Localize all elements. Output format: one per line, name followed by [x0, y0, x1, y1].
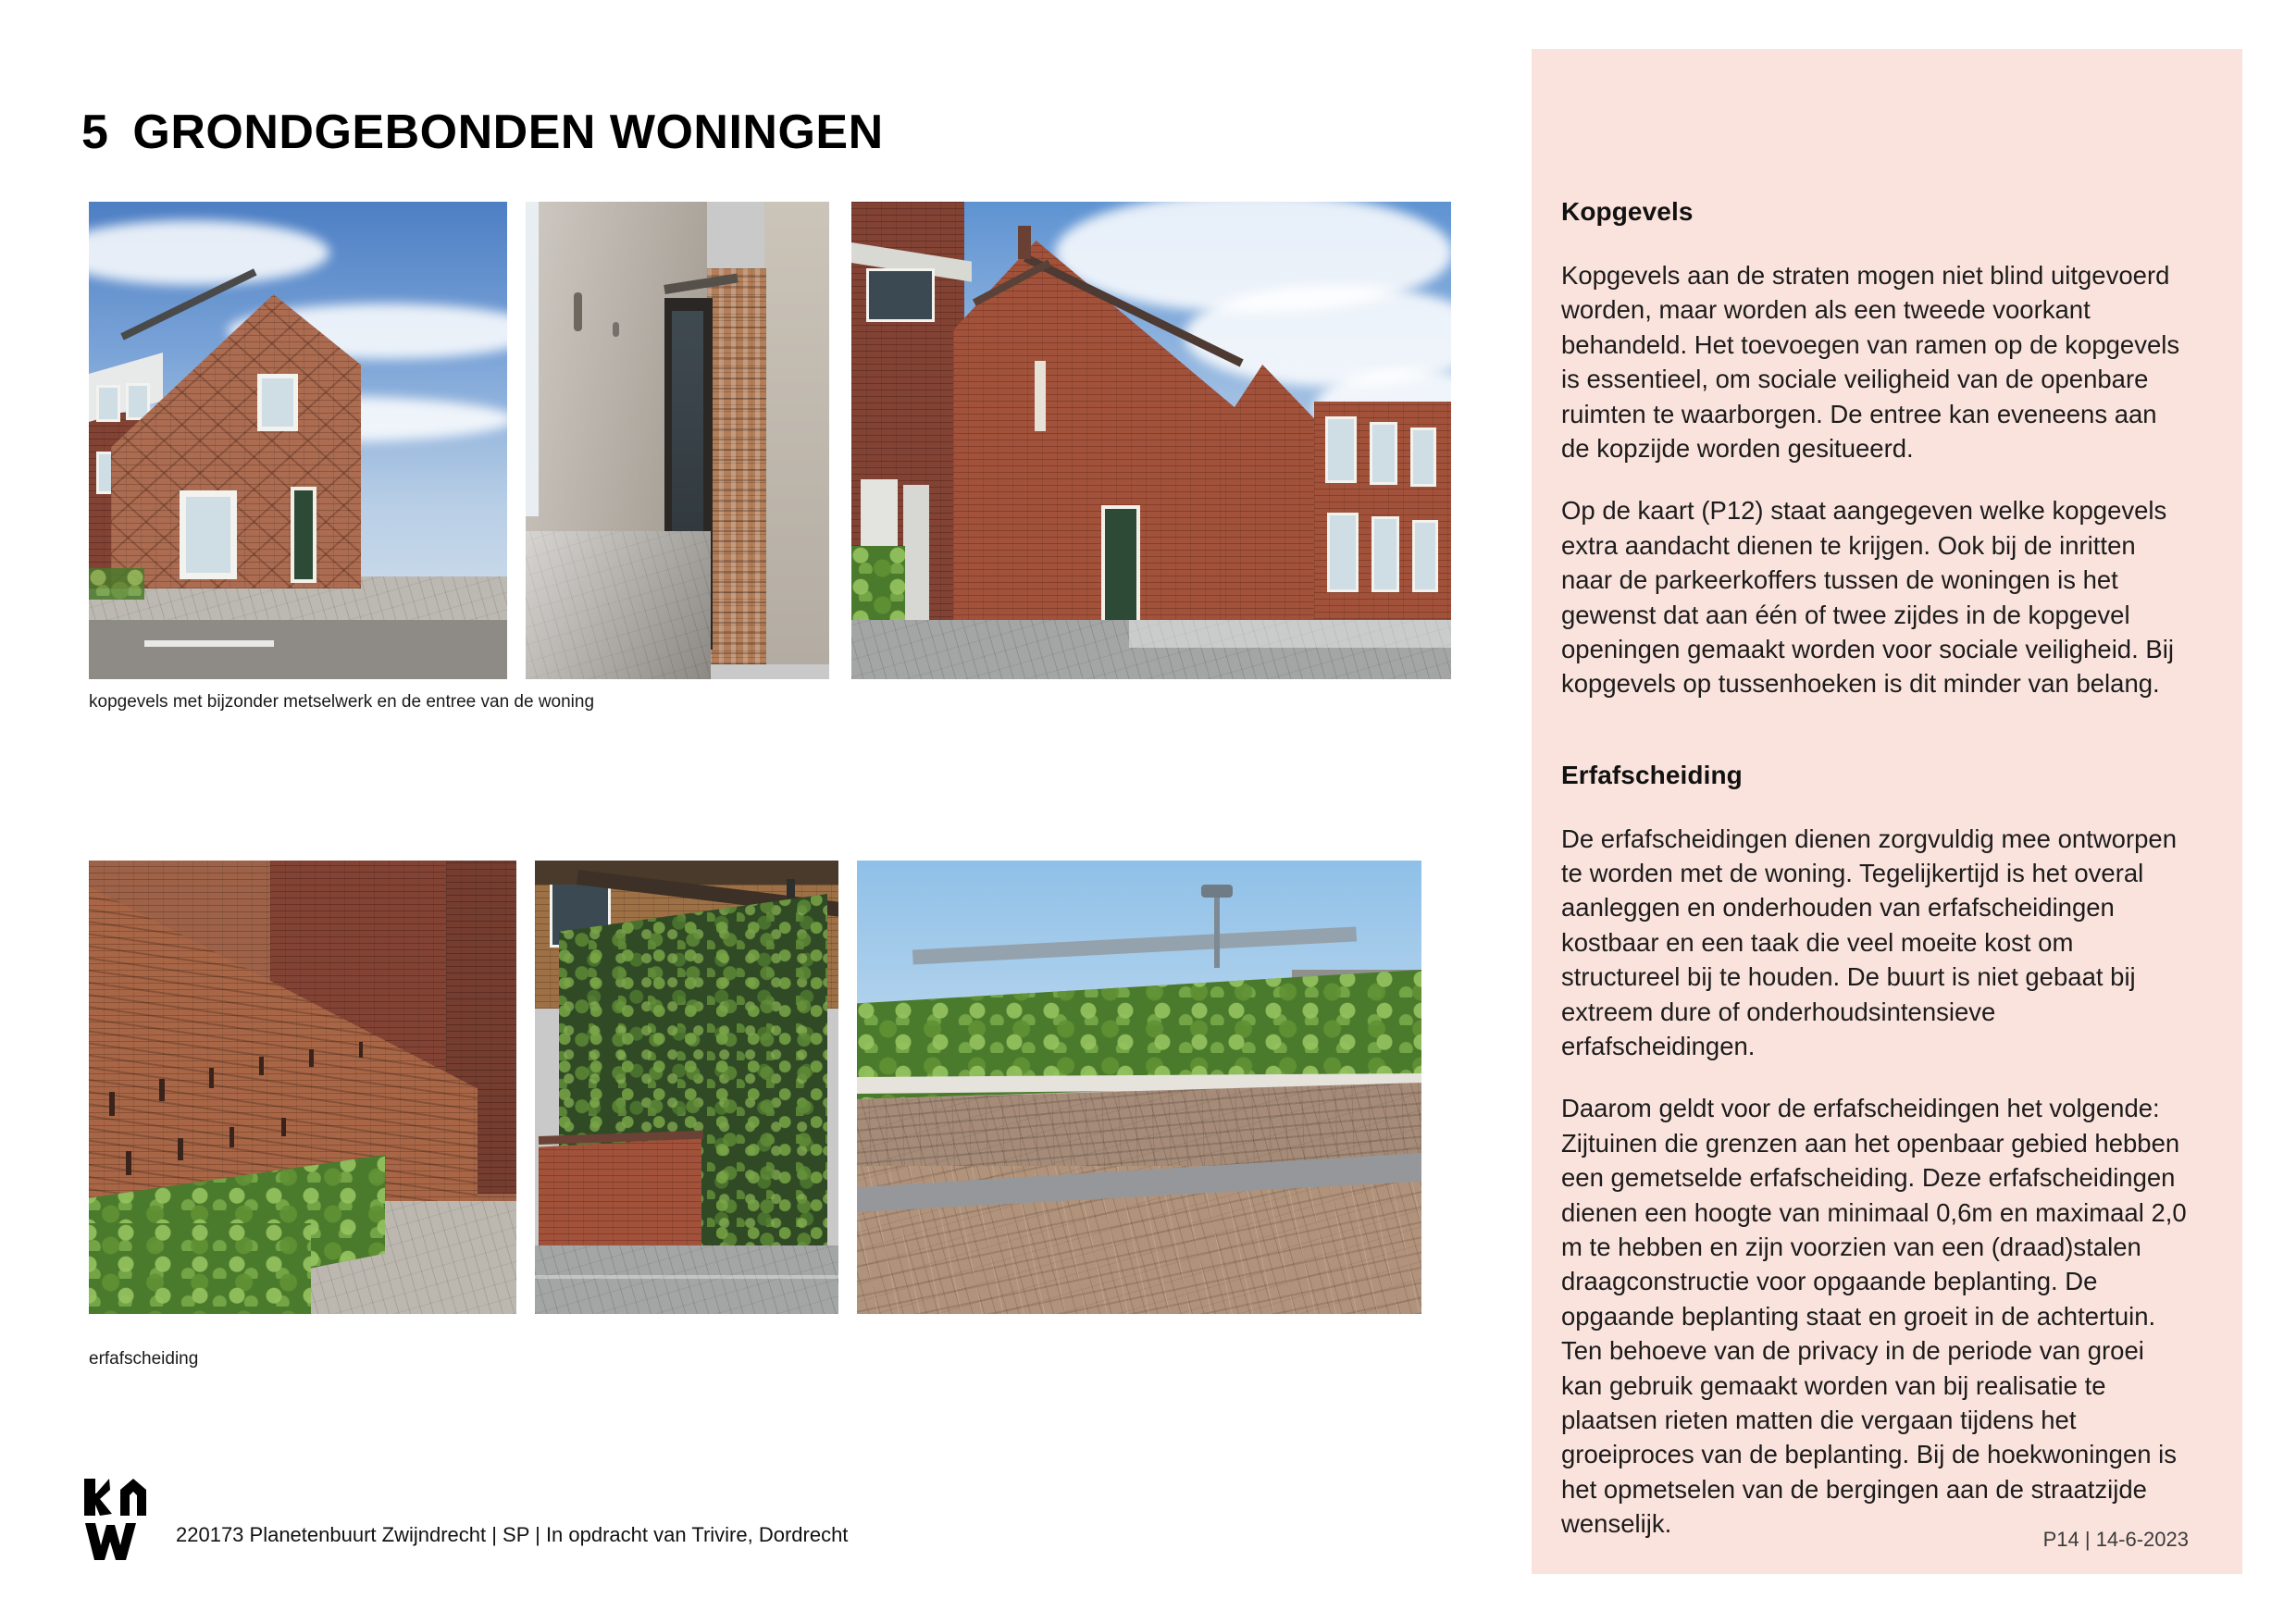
brick-tie — [230, 1127, 234, 1147]
planting-strip — [89, 1223, 311, 1314]
window — [1325, 416, 1357, 483]
wall-mark — [574, 292, 582, 331]
chimney — [1018, 226, 1031, 259]
entrance-door — [291, 487, 316, 583]
brick-tie — [126, 1151, 131, 1175]
brick-tie — [309, 1049, 314, 1067]
page-title-text: GRONDGEBONDEN WONINGEN — [132, 105, 884, 159]
sidebar-heading-erfafscheiding: Erfafscheiding — [1561, 760, 1743, 789]
brick-toothing-pattern — [707, 268, 766, 664]
photo-begroeide-erfafscheiding — [535, 861, 838, 1314]
stucco-wall-right — [764, 202, 829, 664]
sidebar-paragraph: Op de kaart (P12) staat aangegeven welke kopgevels extra aandacht dienen te krijgen. Ook bij de inritten naar de parkeerkoffers tussen de woningen is het gewenst dat aan één of twee zijdes in de kopgevel openingen gemaakt worden voor sociale veiligheid. Bij kopgevels op tussenhoeken is dit minder van belang. — [1561, 496, 2174, 699]
window-ground — [180, 490, 237, 579]
brick-tie — [359, 1042, 363, 1058]
lamp-head — [1201, 885, 1233, 898]
brick-tie — [178, 1138, 183, 1160]
sidebar-paragraph: Daarom geldt voor de erfafscheidingen het volgende: Zijtuinen die grenzen aan het openbaar gebied hebben een gemetselde erfafscheiding. Deze erfafscheidingen dienen een hoogte van minimaal 0,6m en maximaal 2,0 m te hebben en zijn voorzien van een (draad)stalen draagconstructie voor opgaande beplanting. De opgaande beplanting staat en groeit in de achtertuin. Ten behoeve van de privacy in de periode van groei kan gebruik gemaakt worden van bij realisatie te plaatsen rieten matten die vergaan tijdens het groeiproces van de beplanting. Bij de hoekwoningen is het opmetselen van de bergingen aan de straatzijde wenselijk. — [1561, 1094, 2187, 1539]
photo-scene — [89, 202, 507, 679]
grass-strip — [89, 568, 144, 600]
brick-tie — [259, 1057, 264, 1075]
window — [1412, 520, 1438, 592]
pavement-highlight — [1129, 620, 1451, 648]
road-asphalt — [89, 620, 507, 679]
photo-scene — [89, 861, 516, 1314]
sidebar-section-erfafscheiding — [1561, 761, 2189, 1542]
gable-slot-window — [1035, 361, 1046, 431]
sidebar-content — [1561, 197, 2189, 1569]
brick-tie — [109, 1092, 115, 1116]
photo-lage-muur-straat — [857, 861, 1421, 1314]
page-number-label: P14 | 14-6-2023 — [2042, 1528, 2189, 1551]
kaw-logo — [81, 1477, 152, 1562]
sidebar-paragraph: Kopgevels aan de straten mogen niet blind uitgevoerd worden, maar worden als een tweede voorkant behandeld. Het toevoegen van ramen op de kopgevels is essentieel, om sociale veiligheid van de openbare ruimten te waarborgen. De entree kan eveneens aan de kopzijde worden gesitueerd. — [1561, 261, 2180, 463]
window — [1327, 513, 1359, 592]
photo-scene — [857, 861, 1421, 1314]
pavement-shadow — [526, 531, 711, 679]
window — [1410, 427, 1436, 487]
wall-mark — [613, 322, 619, 337]
brick-tie — [209, 1068, 214, 1088]
sidebar-heading-kopgevels: Kopgevels — [1561, 197, 1694, 226]
photo-scene — [526, 202, 829, 679]
photo-scene — [535, 861, 838, 1314]
sky-sliver — [526, 202, 539, 516]
pavement — [535, 1245, 838, 1314]
page-title-number: 5 — [81, 105, 109, 159]
photo-gemetselde-muur-beplanting — [89, 861, 516, 1314]
window-gable — [257, 374, 298, 431]
caption-top-row: kopgevels met bijzonder metselwerk en de entree van de woning — [89, 692, 595, 712]
brick-tie — [159, 1079, 165, 1101]
footer-text: 220173 Planetenbuurt Zwijndrecht | SP | In opdracht van Trivire, Dordrecht — [176, 1523, 849, 1546]
window — [866, 268, 935, 322]
window — [1370, 422, 1397, 485]
sidewalk-joint — [535, 1275, 838, 1279]
photo-rij-kopgevels-straat — [851, 202, 1451, 679]
sidebar-section-kopgevels — [1561, 197, 2189, 701]
sidebar-paragraph: De erfafscheidingen dienen zorgvuldig mee ontworpen te worden met de woning. Tegelijkertijd is het overal aanleggen en onderhouden van erfafscheidingen kostbaar en een taak die veel moeite kost om structureel bij te houden. De buurt is niet gebaat bij extreem dure of onderhoudsintensieve erfafscheidingen. — [1561, 824, 2178, 1061]
lamp-post — [1214, 888, 1220, 968]
window — [96, 385, 120, 422]
brick-tie — [281, 1118, 286, 1136]
page-title — [81, 105, 884, 160]
photo-entree-zijgevel — [526, 202, 829, 679]
window — [1371, 516, 1399, 592]
caption-bottom-row: erfafscheiding — [89, 1349, 199, 1369]
photo-kopgevel-bakstenen-puntgevel — [89, 202, 507, 679]
entrance-door — [1101, 505, 1140, 633]
curb-markings — [144, 640, 274, 647]
section-spacer — [1561, 729, 2189, 761]
sidebar-panel — [1532, 49, 2242, 1574]
photo-scene — [851, 202, 1451, 679]
